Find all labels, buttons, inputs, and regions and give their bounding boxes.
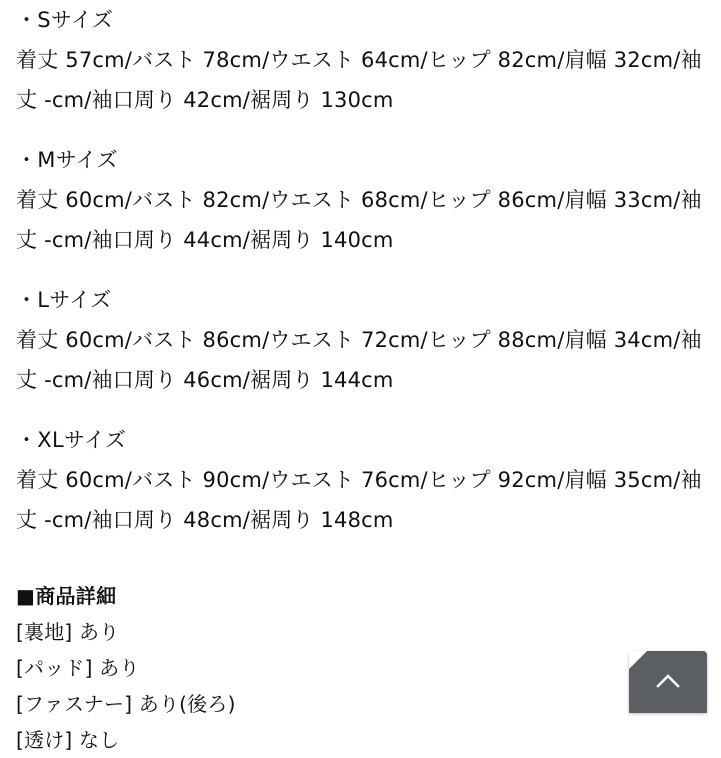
scroll-to-top-button[interactable]: [629, 651, 707, 713]
size-measurements: 着丈 57cm/バスト 78cm/ウエスト 64cm/ヒップ 82cm/肩幅 32cm/袖丈 -cm/袖口周り 42cm/裾周り 130cm: [16, 48, 702, 112]
size-spec-s: [16, 0, 705, 120]
size-measurements: 着丈 60cm/バスト 86cm/ウエスト 72cm/ヒップ 88cm/肩幅 34cm/袖丈 -cm/袖口周り 46cm/裾周り 144cm: [16, 328, 702, 392]
size-measurements: 着丈 60cm/バスト 90cm/ウエスト 76cm/ヒップ 92cm/肩幅 35cm/袖丈 -cm/袖口周り 48cm/裾周り 148cm: [16, 468, 702, 532]
size-spec-l: [16, 280, 705, 400]
size-heading: ・Sサイズ: [16, 8, 114, 32]
size-heading: ・XLサイズ: [16, 428, 127, 452]
spacer: [16, 120, 705, 140]
size-heading: ・Lサイズ: [16, 288, 112, 312]
detail-pad: [パッド] あり: [16, 656, 140, 680]
size-spec-m: [16, 140, 705, 260]
spacer: [16, 540, 705, 578]
detail-lining: [裏地] あり: [16, 620, 120, 644]
chevron-up-icon: [653, 667, 683, 697]
size-spec-xl: [16, 420, 705, 540]
size-measurements: 着丈 60cm/バスト 82cm/ウエスト 68cm/ヒップ 86cm/肩幅 33cm/袖丈 -cm/袖口周り 44cm/裾周り 140cm: [16, 188, 702, 252]
corner-fold-decoration: [629, 651, 647, 669]
product-details-section: [16, 578, 705, 758]
spacer: [16, 400, 705, 420]
product-details-heading: ■商品詳細: [16, 584, 117, 608]
detail-sheer: [透け] なし: [16, 728, 120, 752]
spacer: [16, 260, 705, 280]
size-heading: ・Mサイズ: [16, 148, 118, 172]
detail-zipper: [ファスナー] あり(後ろ): [16, 692, 236, 716]
